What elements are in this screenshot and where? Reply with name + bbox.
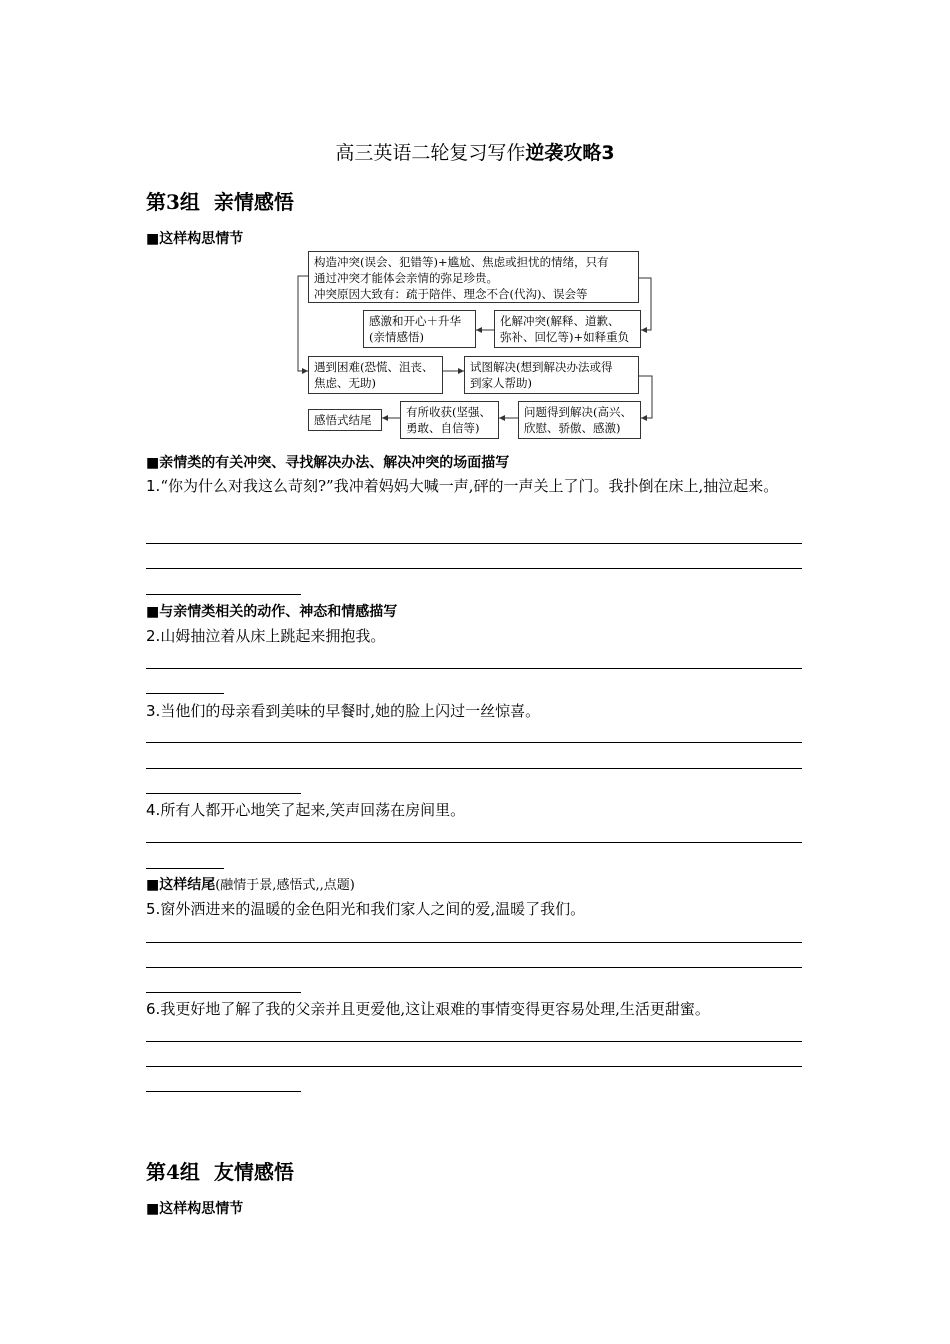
answer-line[interactable] <box>146 868 224 869</box>
answer-line[interactable] <box>146 992 301 993</box>
flow-box-attempt: 试图解决(想到解决办法或得 到家人帮助) <box>464 356 639 394</box>
answer-line[interactable] <box>146 793 301 794</box>
exercise-item-3: 3.当他们的母亲看到美味的早餐时,她的脸上闪过一丝惊喜。 <box>146 702 541 720</box>
answer-line[interactable] <box>146 842 802 843</box>
answer-line[interactable] <box>146 1066 802 1067</box>
section-ending: ■这样结尾(融情于景,感悟式,,点题) <box>146 877 355 893</box>
answer-line[interactable] <box>146 668 802 669</box>
answer-line[interactable] <box>146 1041 802 1042</box>
section-conflict: ■亲情类的有关冲突、寻找解决办法、解决冲突的场面描写 <box>146 455 510 471</box>
page-title: 高三英语二轮复习写作逆袭攻略3 <box>335 142 615 164</box>
exercise-item-6: 6.我更好地了解了我的父亲并且更爱他,这让艰难的事情变得更容易处理,生活更甜蜜。 <box>146 1000 710 1018</box>
flow-box-ending: 感悟式结尾 <box>308 409 382 431</box>
flow-box-trouble: 遇到困难(恐慌、沮丧、 焦虑、无助) <box>308 356 443 394</box>
answer-line[interactable] <box>146 768 802 769</box>
answer-line[interactable] <box>146 543 802 544</box>
answer-line[interactable] <box>146 942 802 943</box>
answer-line[interactable] <box>146 693 224 694</box>
group-3-heading: 第3组 亲情感悟 <box>146 190 294 214</box>
exercise-item-1: 1.“你为什么对我这么苛刻?”我冲着妈妈大喊一声,砰的一声关上了门。我扑倒在床上,抽泣起来。 <box>146 477 779 495</box>
flow-box-gratitude: 感激和开心＋升华 (亲情感悟) <box>363 310 476 348</box>
exercise-item-5: 5.窗外洒进来的温暖的金色阳光和我们家人之间的爱,温暖了我们。 <box>146 900 586 918</box>
flow-box-resolve: 化解冲突(解释、道歉、 弥补、回忆等)+如释重负 <box>494 310 641 348</box>
section-plot-group4: ■这样构思情节 <box>146 1201 244 1217</box>
plot-flowchart <box>296 248 656 440</box>
section-emotion: ■与亲情类相关的动作、神态和情感描写 <box>146 604 398 620</box>
flow-box-gain: 有所收获(坚强、 勇敢、自信等) <box>400 401 499 439</box>
answer-line[interactable] <box>146 1091 301 1092</box>
section-plot: ■这样构思情节 <box>146 231 244 247</box>
answer-line[interactable] <box>146 594 301 595</box>
flow-box-conflict: 构造冲突(误会、犯错等)+尴尬、焦虑或担忧的情绪，只有 通过冲突才能体会亲情的弥足珍贵。 冲突原因大致有：疏于陪伴、理念不合(代沟)、误会等 <box>308 251 639 303</box>
answer-line[interactable] <box>146 742 802 743</box>
flow-box-solved: 问题得到解决(高兴、 欣慰、骄傲、感激) <box>518 401 641 439</box>
answer-line[interactable] <box>146 967 802 968</box>
group-4-heading: 第4组 友情感悟 <box>146 1160 294 1184</box>
exercise-item-2: 2.山姆抽泣着从床上跳起来拥抱我。 <box>146 627 386 645</box>
answer-line[interactable] <box>146 568 802 569</box>
exercise-item-4: 4.所有人都开心地笑了起来,笑声回荡在房间里。 <box>146 801 466 819</box>
